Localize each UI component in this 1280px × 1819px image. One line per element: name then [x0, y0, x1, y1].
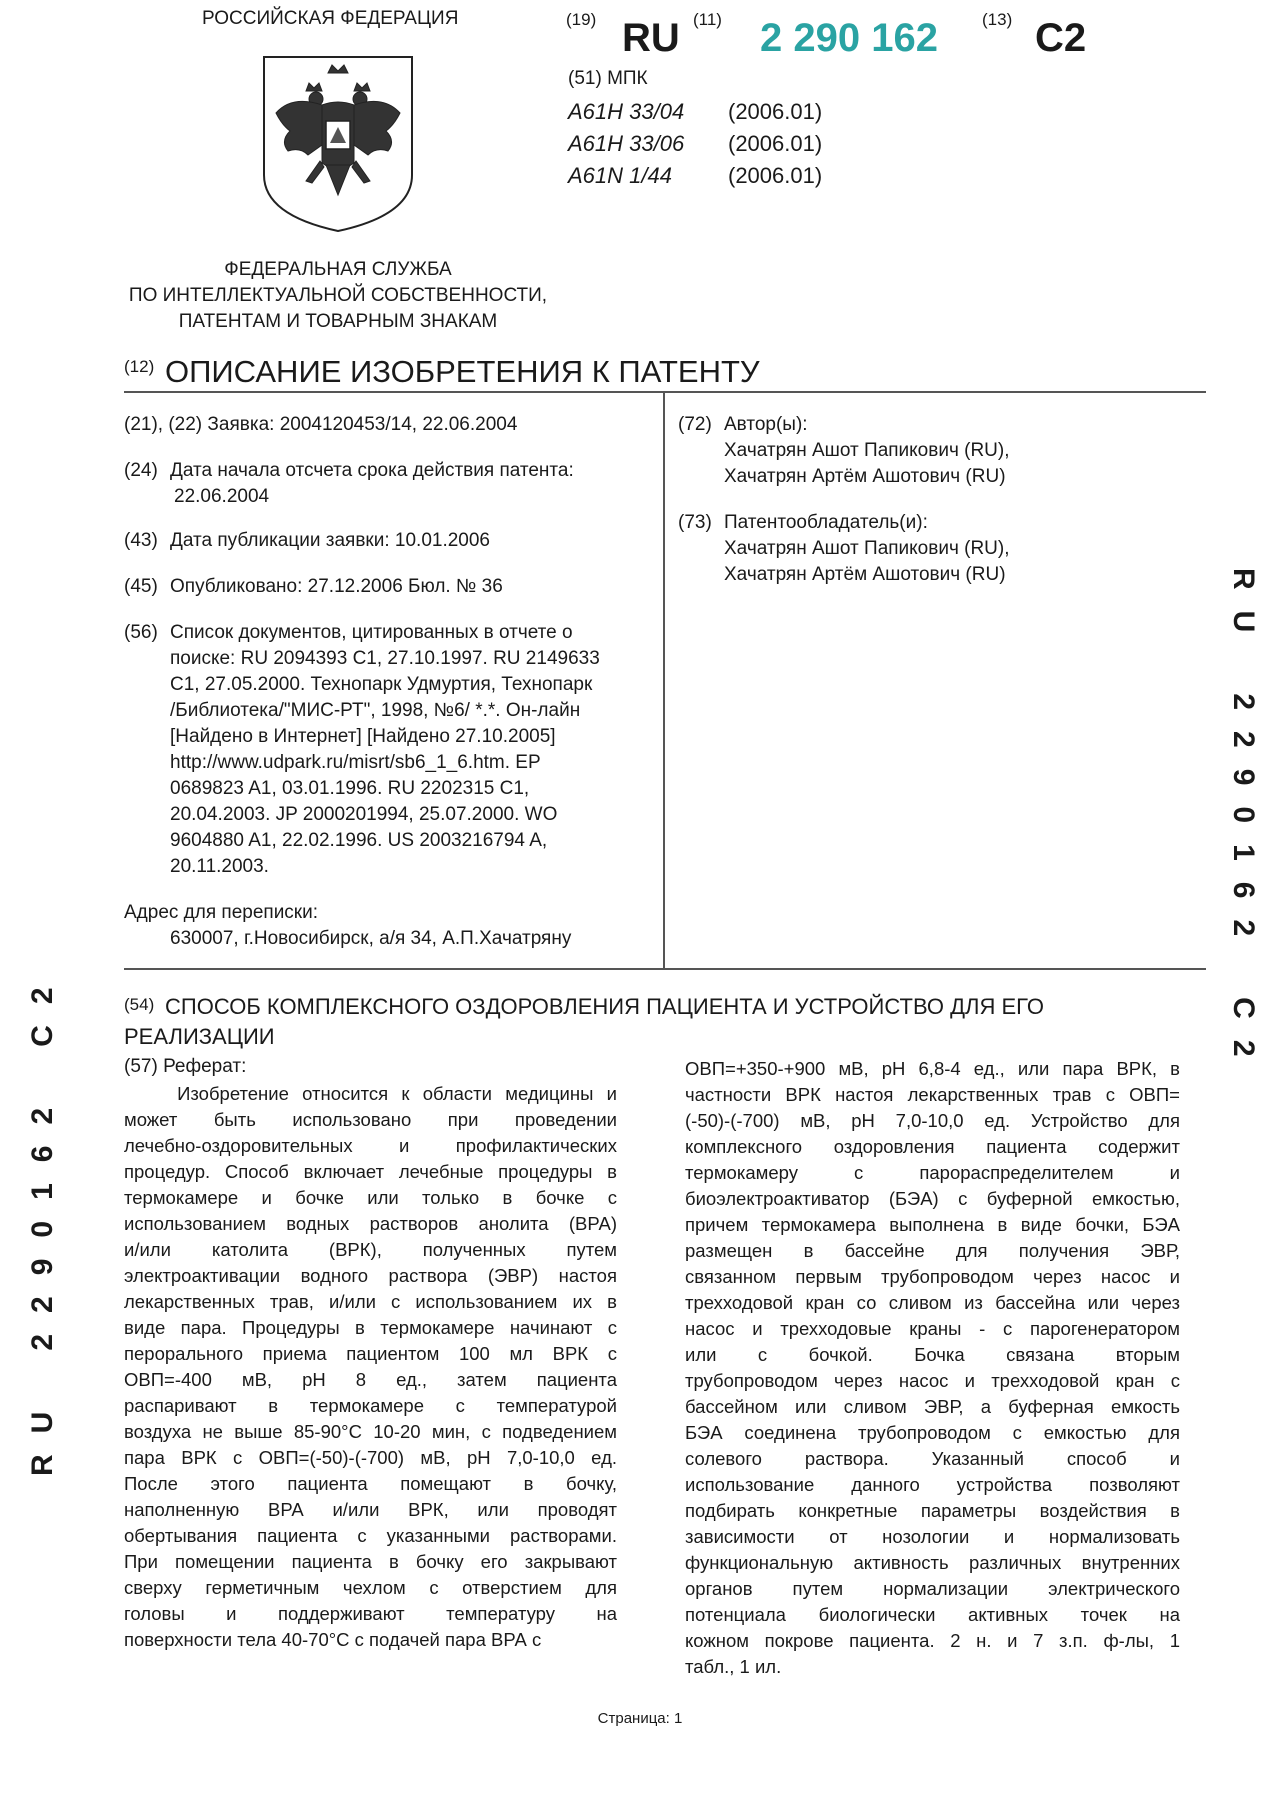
abstract-line: перорального приема пациентом 100 мл ВРК с	[124, 1343, 617, 1364]
field-56: (56) Список документов, цитированных в отчете о поиске: RU 2094393 C1, 27.10.1997. RU 2149633 C1, 27.05.2000. Технопарк Удмуртия, Технопарк /Библиотека/"МИС-РТ", 1998, №6/ *.*. Он-лайн [Найдено в Интернет] [Найдено 27.10.2005] http://www.udpark.ru/misrt/sb6_1_6.htm. EP 0689823 A1, 03.01.1996. RU 2202315 C1, 20.04.2003. JP 2000201994, 25.07.2000. WO 9604880 A1, 22.02.1996. US 2003216794 A, 20.11.2003.	[124, 622, 600, 877]
abstract-line: термокамеру с парораспределителем и	[685, 1162, 1180, 1183]
abstract-label: (57) Реферат:	[124, 1056, 247, 1077]
ipc-row: A61H 33/04 (2006.01)	[568, 99, 823, 124]
field-72-authors: (72) Автор(ы): Хачатрян Ашот Папикович (RU), Хачатрян Артём Ашотович (RU)	[678, 414, 1010, 487]
abstract-line: При помещении пациента в бочку его закрывают	[124, 1551, 617, 1572]
abstract-line: БЭА соединена трубопроводом с емкостью для	[685, 1422, 1180, 1443]
kind-code: C2	[1035, 16, 1087, 60]
abstract-line: органов путем нормализации электрического	[685, 1578, 1180, 1599]
ipc-row: A61H 33/06 (2006.01)	[568, 131, 823, 156]
abstract-line: размещен в бассейне для получения ЭВР,	[685, 1240, 1180, 1261]
abstract-column-2	[685, 1056, 1180, 1680]
patent-number: 2 290 162	[760, 16, 938, 60]
abstract-line: (-50)-(-700) мВ, рН 7,0-10,0 ед. Устройство для	[685, 1110, 1180, 1131]
correspondence-address: Адрес для переписки: 630007, г.Новосибирск, а/я 34, А.П.Хачатряну	[124, 902, 572, 949]
abstract-line: электроактивации водного раствора (ЭВР) настоя	[124, 1265, 617, 1286]
biblio-rule	[124, 968, 1206, 970]
abstract-line: использованием водных растворов анолита (ВРА)	[124, 1213, 617, 1234]
abstract-line: пара ВРК с ОВП=(-50)-(-700) мВ, рН 7,0-10,0 ед.	[124, 1447, 617, 1468]
page-number: Страница: 1	[597, 1710, 683, 1727]
agency-line: ФЕДЕРАЛЬНАЯ СЛУЖБА	[224, 259, 452, 280]
abstract-line: солевого раствора. Указанный способ и	[685, 1448, 1180, 1469]
abstract-line: функциональную активность различных внутренних	[685, 1552, 1180, 1573]
abstract-line: биоэлектроактиватор (БЭА) с буферной емкостью,	[685, 1188, 1180, 1209]
abstract-line: После этого пациента помещают в бочку,	[124, 1473, 617, 1494]
field-73-owners: (73) Патентообладатель(и): Хачатрян Ашот Папикович (RU), Хачатрян Артём Ашотович (RU)	[678, 512, 1010, 585]
country-name: РОССИЙСКАЯ ФЕДЕРАЦИЯ	[202, 8, 459, 29]
abstract-line: поверхности тела 40-70°С с подачей пара ВРА с	[124, 1629, 542, 1650]
inid-54: (54)	[124, 995, 155, 1014]
abstract-line: причем термокамера выполнена в виде бочки, БЭА	[685, 1214, 1180, 1235]
abstract-line: бассейном или сливом ЭВР, а буферная емкость	[685, 1396, 1180, 1417]
abstract-line: обертывания пациента с указанными растворами.	[124, 1525, 617, 1546]
abstract-line: связанном первым трубопроводом через насос и	[685, 1266, 1180, 1287]
ipc-list	[568, 96, 822, 192]
emblem	[262, 55, 414, 233]
invention-title-cont: РЕАЛИЗАЦИИ	[124, 1024, 275, 1049]
abstract-line: лечебно-оздоровительных и профилактических	[124, 1135, 617, 1156]
invention-title: СПОСОБ КОМПЛЕКСНОГО ОЗДОРОВЛЕНИЯ ПАЦИЕНТА И УСТРОЙСТВО ДЛЯ ЕГО	[165, 994, 1044, 1019]
abstract-line: зависимости от нозологии и нормализовать	[685, 1526, 1180, 1547]
abstract-line: кожном покрове пациента. 2 н. и 7 з.п. ф-лы, 1	[685, 1630, 1180, 1651]
abstract-column-1	[124, 1081, 617, 1653]
agency-line: ПАТЕНТАМ И ТОВАРНЫМ ЗНАКАМ	[178, 311, 498, 332]
abstract-line: трубопроводом через насос и трехходовой кран с	[685, 1370, 1180, 1391]
abstract-line: виде пара. Процедуры в термокамере начинают с	[124, 1317, 617, 1338]
abstract-line: или с бочкой. Бочка связана вторым	[685, 1344, 1180, 1365]
abstract-line: частности ВРК настоя лекарственных трав с ОВП=	[685, 1084, 1180, 1105]
inid-11: (11)	[693, 10, 722, 29]
abstract-line: лекарственных трав, и/или с использованием их в	[124, 1291, 617, 1312]
column-divider	[663, 393, 665, 969]
field-24: (24) Дата начала отсчета срока действия патента: 22.06.2004	[124, 460, 574, 507]
inid-13: (13)	[982, 10, 1013, 29]
abstract-line: Изобретение относится к области медицины и	[124, 1083, 617, 1104]
abstract-line: наполненную ВРА и/или ВРК, или проводят	[124, 1499, 617, 1520]
abstract-line: головы и поддерживают температуру на	[124, 1603, 617, 1624]
abstract-line: термокамере и бочке или только в бочке с	[124, 1187, 617, 1208]
abstract-line: процедур. Способ включает лечебные процедуры в	[124, 1161, 617, 1182]
field-45: (45) Опубликовано: 27.12.2006 Бюл. № 36	[124, 576, 503, 597]
abstract-line: табл., 1 ил.	[685, 1656, 782, 1677]
ipc-label: (51) МПК	[568, 68, 648, 89]
ipc-row: A61N 1/44 (2006.01)	[568, 163, 823, 188]
field-43: (43) Дата публикации заявки: 10.01.2006	[124, 530, 491, 551]
abstract-line: может быть использовано при проведении	[124, 1109, 617, 1130]
document-type: ОПИСАНИЕ ИЗОБРЕТЕНИЯ К ПАТЕНТУ	[165, 354, 760, 389]
abstract-line: трехходовой кран со сливом из бассейна или через	[685, 1292, 1180, 1313]
abstract-line: распаривают в термокамере с температурой	[124, 1395, 617, 1416]
abstract-line: подбирать конкретные параметры воздействия в	[685, 1500, 1180, 1521]
abstract-line: комплексного оздоровления пациента содержит	[685, 1136, 1180, 1157]
abstract-line: потенциала биологически активных точек на	[685, 1604, 1180, 1625]
country-code: RU	[622, 16, 680, 60]
agency-name	[0, 257, 676, 335]
abstract-line: ОВП=-400 мВ, рН 8 ед., затем пациента	[124, 1369, 617, 1390]
abstract-line: сверху герметичным чехлом с отверстием для	[124, 1577, 617, 1598]
abstract-line: ОВП=+350-+900 мВ, рН 6,8-4 ед., или пара ВРК, в	[685, 1058, 1180, 1079]
header-rule	[124, 391, 1206, 393]
coat-of-arms-icon	[262, 55, 414, 233]
agency-line: ПО ИНТЕЛЛЕКТУАЛЬНОЙ СОБСТВЕННОСТИ,	[128, 285, 548, 306]
field-application: (21), (22) Заявка: 2004120453/14, 22.06.2004	[124, 414, 518, 435]
inid-19: (19)	[566, 10, 597, 29]
abstract-line: насос и трехходовые краны - с парогенератором	[685, 1318, 1180, 1339]
abstract-line: и/или католита (ВРК), полученных путем	[124, 1239, 617, 1260]
abstract-line: использование данного устройства позволяют	[685, 1474, 1180, 1495]
inid-12: (12)	[124, 357, 155, 376]
abstract-line: воздуха не выше 85-90°С 10-20 мин, с подведением	[124, 1421, 617, 1442]
